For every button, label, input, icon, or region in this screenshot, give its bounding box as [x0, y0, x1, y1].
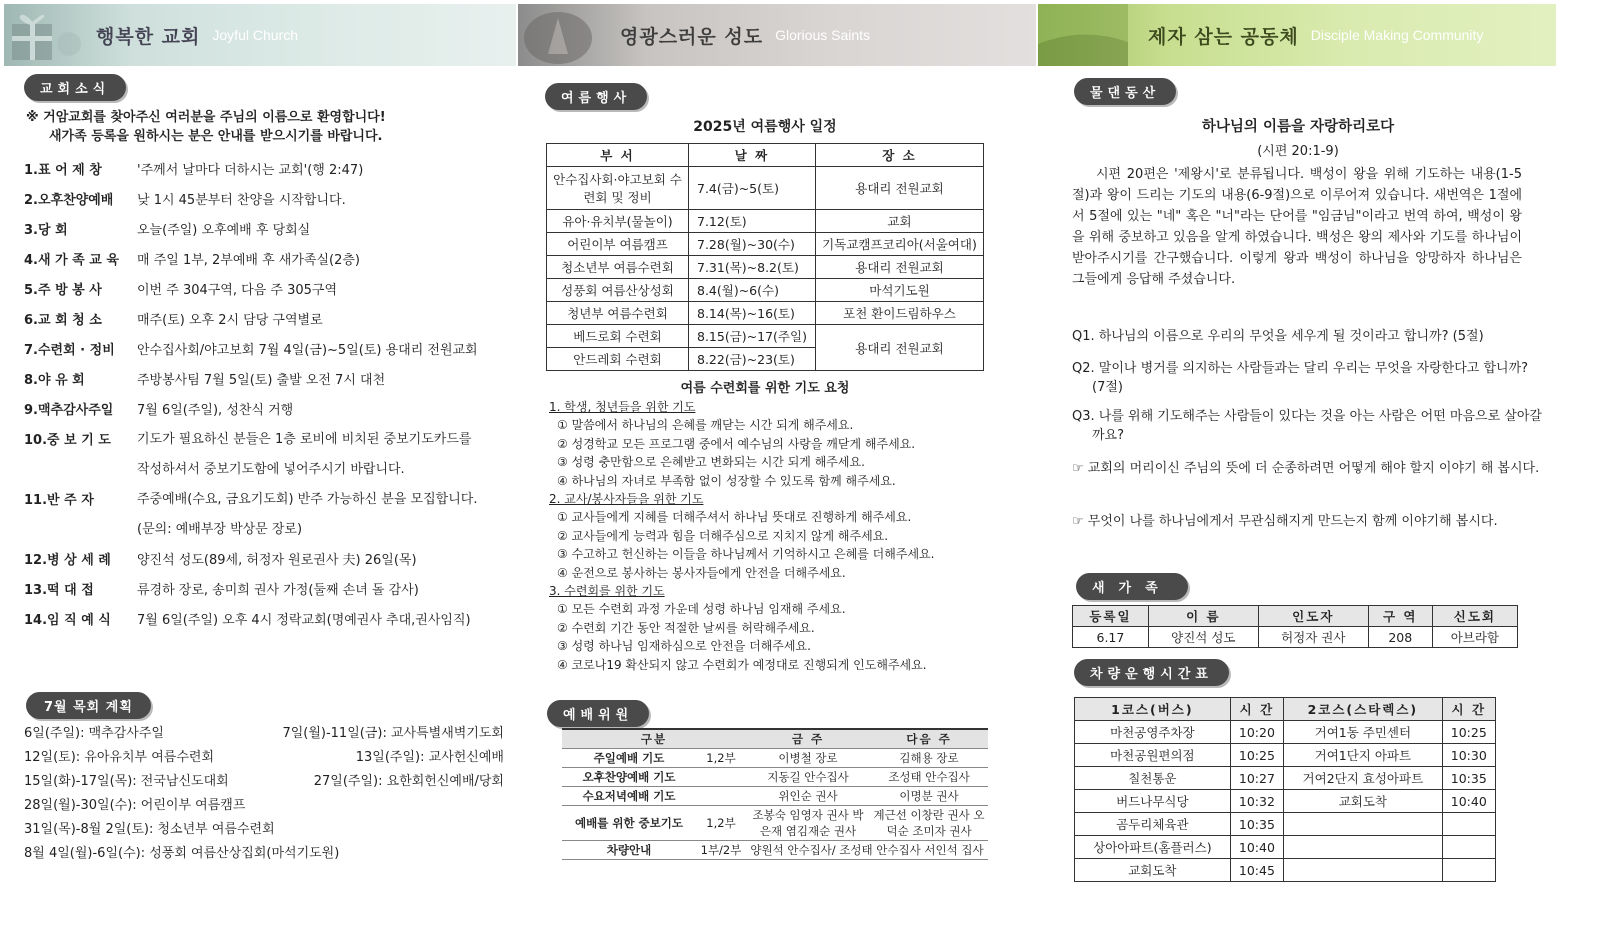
field-landscape-icon — [1038, 4, 1128, 66]
column-header: 2코스(스타렉스) — [1284, 698, 1442, 721]
plan-entry: 12일(토): 유아유치부 여름수련회 — [24, 750, 215, 765]
welcome-notice — [26, 108, 506, 146]
table-row — [1075, 744, 1496, 767]
table-cell: 곰두리체육관 — [1075, 813, 1231, 836]
table-cell: 교회도착 — [1284, 790, 1442, 813]
table-row — [562, 841, 988, 860]
role-cell: 수요저녁예배 기도 — [562, 787, 696, 806]
news-item-line: '주께서 날마다 더하시는 교회'(행 2:47) — [137, 163, 364, 178]
header-title: 영광스러운 성도 — [620, 25, 764, 48]
summer-events-label: 여름행사 — [545, 83, 647, 110]
header-title: 행복한 교회 — [96, 25, 201, 48]
news-item-text — [137, 248, 514, 273]
plan-entry: 8월 4일(월)-6일(수): 성풍회 여름산상집회(마석기도원) — [24, 846, 340, 861]
prayer-item: ② 수련회 기간 동안 적절한 날씨를 허락해주세요. — [557, 620, 815, 635]
church-news-list — [24, 158, 514, 638]
table-row — [1075, 859, 1496, 882]
header-joyful-church — [4, 4, 516, 66]
news-item — [24, 488, 514, 548]
place-cell: 용대리 전원교회 — [816, 167, 984, 210]
place-cell: 포천 환이드림하우스 — [816, 302, 984, 325]
column-header: 시 간 — [1230, 698, 1283, 721]
news-item-text — [137, 218, 514, 243]
table-row — [562, 768, 988, 787]
table-cell — [1284, 813, 1442, 836]
table-cell — [1442, 836, 1495, 859]
prayer-item: ③ 성령 충만함으로 은혜받고 변화되는 시간 되게 해주세요. — [557, 455, 865, 470]
table-cell: 마천공원편의점 — [1075, 744, 1231, 767]
summer-schedule-title: 2025년 여름행사 일정 — [693, 119, 837, 135]
news-item-label: 13.떡 대 접 — [24, 583, 94, 598]
plan-entry: 6일(주일): 맥추감사주일 — [24, 726, 164, 741]
plan-row — [24, 818, 504, 842]
column-header: 1코스(버스) — [1075, 698, 1231, 721]
column-header: 신도회 — [1432, 606, 1517, 627]
news-item-text — [137, 578, 514, 603]
table-row — [562, 749, 988, 768]
news-item-text — [137, 158, 514, 183]
column-header: 부 서 — [547, 144, 689, 167]
header-title: 제자 삼는 공동체 — [1148, 25, 1299, 48]
dept-cell: 베드로회 수련회 — [547, 325, 689, 348]
dept-cell: 유아·유치부(물놀이) — [547, 210, 689, 233]
meditation-reference: (시편 20:1-9) — [1257, 144, 1339, 159]
column-header: 장 소 — [816, 144, 984, 167]
table-cell: 마천공영주차장 — [1075, 721, 1231, 744]
header-disciple-community — [1038, 4, 1556, 66]
news-item — [24, 428, 514, 488]
name-cell: 위인순 권사 — [746, 787, 870, 806]
column-header: 날 짜 — [689, 144, 816, 167]
table-row — [1075, 836, 1496, 859]
news-item-label: 12.병 상 세 례 — [24, 553, 111, 568]
news-item — [24, 218, 514, 248]
news-item — [24, 578, 514, 608]
name-cell: 양원석 안수집사/ 조성태 안수집사 서인석 집사 — [746, 841, 988, 860]
july-plan-label: 7월 목회 계획 — [26, 692, 151, 719]
date-cell: 7.12(토) — [689, 210, 816, 233]
news-item-label: 8.야 유 회 — [24, 373, 85, 388]
table-cell — [1284, 859, 1442, 882]
name-cell: 조성태 안수집사 — [870, 768, 988, 787]
news-item-text — [137, 608, 514, 633]
church-news-label: 교회소식 — [24, 74, 126, 101]
date-cell: 8.15(금)~17(주일) — [689, 325, 816, 348]
date-cell: 7.31(목)~8.2(토) — [689, 256, 816, 279]
meditation-body: 시편 20편은 '제왕시'로 분류됩니다. 백성이 왕을 위해 기도하는 내용(1-5절)과 왕이 드리는 기도의 내용(6-9절)으로 이루어져 있습니다. 새번역은 1절에서 5절에 있는 "네" 혹은 "너"라는 단어를 "임금님"이라고 번역 하여, 백성이 왕을 위해 중보하고 있음을 알게 하였습니다. 백성은 왕의 제사와 기도를 하나님이 받아주시기를 간구했습니다. 이렇게 왕과 백성이 하나님을 앙망하자 하나님은 그들에게 응답해 주셨습니다. — [1072, 167, 1522, 287]
place-cell: 기독교캠프코리아(서울여대) — [816, 233, 984, 256]
news-item — [24, 158, 514, 188]
table-row — [547, 210, 984, 233]
table-cell: 10:40 — [1230, 836, 1283, 859]
dept-cell: 안수집사회·야고보회 수련회 및 정비 — [547, 167, 689, 210]
news-item-line: 매 주일 1부, 2부예배 후 새가족실(2층) — [137, 253, 361, 268]
plan-entry: 13일(주일): 교사헌신예배 — [355, 750, 504, 765]
table-cell: 칠천통운 — [1075, 767, 1231, 790]
news-item — [24, 248, 514, 278]
news-item-line: 작성하셔서 중보기도함에 넣어주시기 바랍니다. — [137, 462, 405, 477]
worship-committee-table — [562, 728, 988, 860]
column-header: 시 간 — [1442, 698, 1495, 721]
name-cell: 조봉숙 임영자 권사 박은재 염김재순 권사 — [746, 806, 870, 841]
plan-entry: 31일(목)-8월 2일(토): 청소년부 여름수련회 — [24, 822, 275, 837]
prayer-item: ④ 하나님의 자녀로 부족함 없이 성장할 수 있도록 함께 해주세요. — [557, 473, 896, 488]
news-item-text — [137, 398, 514, 423]
column-header: 다음 주 — [870, 729, 988, 749]
table-cell: 10:20 — [1230, 721, 1283, 744]
news-item-label: 9.맥추감사주일 — [24, 403, 114, 418]
news-item-line: 주방봉사팀 7월 5일(토) 출발 오전 7시 대천 — [137, 373, 386, 388]
summer-schedule-table — [546, 143, 984, 371]
place-cell: 용대리 전원교회 — [816, 325, 984, 371]
table-row — [1075, 790, 1496, 813]
prayer-request-list — [549, 398, 989, 674]
news-item-line: 매주(토) 오후 2시 담당 구역별로 — [137, 313, 323, 328]
news-item — [24, 278, 514, 308]
role-cell: 오후찬양예배 기도 — [562, 768, 696, 787]
dept-cell: 안드레회 수련회 — [547, 348, 689, 371]
news-item-label: 2.오후찬양예배 — [24, 193, 114, 208]
table-cell: 거여1단지 아파트 — [1284, 744, 1442, 767]
prayer-item: ① 교사들에게 지혜를 더해주셔서 하나님 뜻대로 진행하게 해주세요. — [557, 510, 912, 525]
plan-entry: 7일(월)-11일(금): 교사특별새벽기도회 — [282, 726, 504, 741]
column-header: 인도자 — [1258, 606, 1368, 627]
news-item-label: 14.임 직 예 식 — [24, 613, 111, 628]
news-item-text — [137, 368, 514, 393]
question-3: Q3. 나를 위해 기도해주는 사람들이 있다는 것을 아는 사람은 어떤 마음으로 살아갈까요? — [1072, 409, 1542, 443]
bus-schedule-label: 차량운행시간표 — [1074, 659, 1229, 686]
name-cell: 김해용 장로 — [870, 749, 988, 768]
news-item-text — [137, 188, 514, 213]
news-item-line: (문의: 예배부장 박상문 장로) — [137, 522, 303, 537]
table-cell: 허정자 권사 — [1258, 627, 1368, 648]
table-cell: 10:27 — [1230, 767, 1283, 790]
table-cell: 버드나무식당 — [1075, 790, 1231, 813]
prayer-section-heading: 2. 교사/봉사자들을 위한 기도 — [549, 492, 704, 507]
news-item — [24, 548, 514, 578]
service-cell — [696, 787, 746, 806]
news-item-label: 1.표 어 제 창 — [24, 163, 102, 178]
meditation-title: 하나님의 이름을 자랑하리로다 — [1201, 119, 1395, 135]
news-item-text — [137, 308, 514, 333]
meditation-label: 물댄동산 — [1074, 78, 1176, 105]
prayer-item: ④ 운전으로 봉사하는 봉사자들에게 안전을 더해주세요. — [557, 565, 846, 580]
table-row — [1073, 627, 1518, 648]
news-item-label: 5.주 방 봉 사 — [24, 283, 102, 298]
news-item — [24, 398, 514, 428]
role-cell: 주일예배 기도 — [562, 749, 696, 768]
header-subtitle: Glorious Saints — [775, 27, 871, 43]
july-plan-list — [24, 722, 504, 866]
news-item-line: 7월 6일(주일), 성찬식 거행 — [137, 403, 294, 418]
plan-row — [24, 770, 504, 794]
table-row — [1075, 767, 1496, 790]
news-item-label: 10.중 보 기 도 — [24, 433, 111, 448]
table-cell: 거여1동 주민센터 — [1284, 721, 1442, 744]
news-item-text — [137, 485, 514, 545]
service-cell — [696, 768, 746, 787]
table-cell: 10:45 — [1230, 859, 1283, 882]
prayer-item: ① 모든 수련회 과정 가운데 성령 하나님 임재해 주세요. — [557, 602, 846, 617]
table-row — [1075, 721, 1496, 744]
table-row — [547, 325, 984, 348]
table-cell: 양진석 성도 — [1148, 627, 1258, 648]
table-cell: 208 — [1368, 627, 1432, 648]
service-cell: 1,2부 — [696, 806, 746, 841]
discussion-2: ☞ 무엇이 나를 하나님에게서 무관심해지게 만드는지 함께 이야기해 봅시다. — [1072, 514, 1498, 529]
news-item-label: 11.반 주 자 — [24, 493, 94, 508]
column-header: 등록일 — [1073, 606, 1149, 627]
plan-entry: 27일(주일): 요한회헌신예배/당회 — [313, 774, 504, 789]
column-header: 구 역 — [1368, 606, 1432, 627]
date-cell: 7.28(월)~30(수) — [689, 233, 816, 256]
news-item-line: 7월 6일(주일) 오후 4시 정락교회(명예권사 추대,권사임직) — [137, 613, 471, 628]
news-item-label: 7.수련회 · 정비 — [24, 343, 115, 358]
table-row — [547, 167, 984, 210]
column-header: 이 름 — [1148, 606, 1258, 627]
table-cell: 10:35 — [1230, 813, 1283, 836]
table-cell: 10:25 — [1442, 721, 1495, 744]
table-cell — [1284, 836, 1442, 859]
news-item-line: 안수집사회/야고보회 7월 4일(금)~5일(토) 용대리 전원교회 — [137, 343, 478, 358]
news-item — [24, 368, 514, 398]
plan-row — [24, 722, 504, 746]
prayer-request-title: 여름 수련회를 위한 기도 요청 — [680, 381, 850, 396]
plan-row — [24, 842, 504, 866]
name-cell: 계근선 이창란 권사 오덕순 조미자 권사 — [870, 806, 988, 841]
bus-schedule-table — [1074, 697, 1496, 882]
table-row — [547, 233, 984, 256]
dept-cell: 청소년부 여름수련회 — [547, 256, 689, 279]
header-subtitle: Disciple Making Community — [1310, 27, 1484, 43]
table-row — [1075, 813, 1496, 836]
welcome-line-2: 새가족 등록을 원하시는 분은 안내를 받으시기를 바랍니다. — [49, 129, 383, 144]
table-row — [547, 302, 984, 325]
table-cell — [1442, 813, 1495, 836]
date-cell: 8.22(금)~23(토) — [689, 348, 816, 371]
news-item-line: 양진석 성도(89세, 허정자 원로권사 夫) 26일(목) — [137, 553, 417, 568]
table-cell: 10:35 — [1442, 767, 1495, 790]
name-cell: 지동길 안수집사 — [746, 768, 870, 787]
date-cell: 8.14(목)~16(토) — [689, 302, 816, 325]
prayer-item: ③ 수고하고 헌신하는 이들을 하나님께서 기억하시고 은혜를 더해주세요. — [557, 547, 935, 562]
date-cell: 8.4(월)~6(수) — [689, 279, 816, 302]
worship-committee-label: 예배위원 — [547, 700, 649, 727]
role-cell: 예배를 위한 중보기도 — [562, 806, 696, 841]
plan-entry: 15일(화)-17일(목): 전국남신도대회 — [24, 774, 229, 789]
table-cell: 10:25 — [1230, 744, 1283, 767]
plan-row — [24, 746, 504, 770]
new-family-label: 새가족 — [1076, 573, 1188, 600]
column-header: 금 주 — [746, 729, 870, 749]
place-cell: 교회 — [816, 210, 984, 233]
table-cell: 상아아파트(홈플러스) — [1075, 836, 1231, 859]
dept-cell: 어린이부 여름캠프 — [547, 233, 689, 256]
news-item — [24, 188, 514, 218]
news-item-line: 이번 주 304구역, 다음 주 305구역 — [137, 283, 338, 298]
plan-row — [24, 794, 504, 818]
table-cell: 거여2단지 효성아파트 — [1284, 767, 1442, 790]
prayer-item: ② 성경학교 모든 프로그램 중에서 예수님의 사랑을 깨닫게 해주세요. — [557, 436, 916, 451]
place-cell: 용대리 전원교회 — [816, 256, 984, 279]
table-row — [562, 806, 988, 841]
dept-cell: 청년부 여름수련회 — [547, 302, 689, 325]
column-header: 구분 — [562, 729, 746, 749]
news-item-line: 류경하 장로, 송미희 권사 가정(둘째 손녀 돌 감사) — [137, 583, 419, 598]
table-cell: 교회도착 — [1075, 859, 1231, 882]
dept-cell: 성풍회 여름산상성회 — [547, 279, 689, 302]
place-cell: 마석기도원 — [816, 279, 984, 302]
table-cell: 10:32 — [1230, 790, 1283, 813]
news-item — [24, 338, 514, 368]
news-item-label: 6.교 회 청 소 — [24, 313, 102, 328]
question-1: Q1. 하나님의 이름으로 우리의 무엇을 세우게 될 것이라고 합니까? (5절) — [1072, 329, 1484, 344]
name-cell: 이명분 권사 — [870, 787, 988, 806]
news-item-label: 4.새 가 족 교 육 — [24, 253, 119, 268]
prayer-item: ③ 성령 하나님 임재하심으로 안전을 더해주세요. — [557, 639, 811, 654]
news-item — [24, 608, 514, 638]
name-cell: 이병철 장로 — [746, 749, 870, 768]
prayer-section-heading: 1. 학생, 청년들을 위한 기도 — [549, 400, 696, 414]
table-cell: 아브라함 — [1432, 627, 1517, 648]
welcome-line: ※ 거암교회를 찾아주신 여러분을 주님의 이름으로 환영합니다! — [26, 110, 386, 125]
table-cell: 10:30 — [1442, 744, 1495, 767]
header-subtitle: Joyful Church — [212, 27, 298, 43]
table-row — [547, 279, 984, 302]
service-cell: 1부/2부 — [696, 841, 746, 860]
service-cell: 1,2부 — [696, 749, 746, 768]
date-cell: 7.4(금)~5(토) — [689, 167, 816, 210]
news-item-label: 3.당 회 — [24, 223, 68, 238]
prayer-item: ① 말씀에서 하나님의 은혜를 깨닫는 시간 되게 해주세요. — [557, 418, 854, 433]
prayer-item: ② 교사들에게 능력과 힘을 더해주심으로 지치지 않게 해주세요. — [557, 528, 889, 543]
question-2: Q2. 말이나 병거를 의지하는 사람들과는 달리 우리는 무엇을 자랑한다고 합니까? (7절) — [1072, 361, 1529, 395]
prayer-section-heading: 3. 수련회를 위한 기도 — [549, 584, 665, 599]
news-item-line: 오늘(주일) 오후예배 후 당회실 — [137, 223, 311, 238]
news-item-line: 주중예배(수요, 금요기도회) 반주 가능하신 분을 모집합니다. — [137, 492, 478, 507]
table-cell — [1442, 859, 1495, 882]
gift-box-icon — [4, 4, 94, 66]
news-item-line: 낮 1시 45분부터 찬양을 시작합니다. — [137, 193, 346, 208]
news-item-text — [137, 425, 514, 485]
table-cell: 6.17 — [1073, 627, 1149, 648]
praying-hands-icon — [518, 4, 608, 66]
table-cell: 10:40 — [1442, 790, 1495, 813]
header-glorious-saints — [518, 4, 1036, 66]
role-cell: 차량안내 — [562, 841, 696, 860]
plan-entry: 28일(월)-30일(수): 어린이부 여름캠프 — [24, 798, 246, 813]
table-row — [562, 787, 988, 806]
news-item-text — [137, 338, 514, 363]
news-item-text — [137, 548, 514, 573]
news-item — [24, 308, 514, 338]
new-family-table — [1072, 605, 1518, 648]
news-item-text — [137, 278, 514, 303]
discussion-1: ☞ 교회의 머리이신 주님의 뜻에 더 순종하려면 어떻게 해야 할지 이야기 해 봅시다. — [1072, 461, 1540, 476]
table-row — [547, 256, 984, 279]
news-item-line: 기도가 필요하신 분들은 1층 로비에 비치된 중보기도카드를 — [137, 432, 472, 447]
prayer-item: ④ 코로나19 확산되지 않고 수련회가 예정대로 진행되게 인도해주세요. — [557, 657, 927, 672]
